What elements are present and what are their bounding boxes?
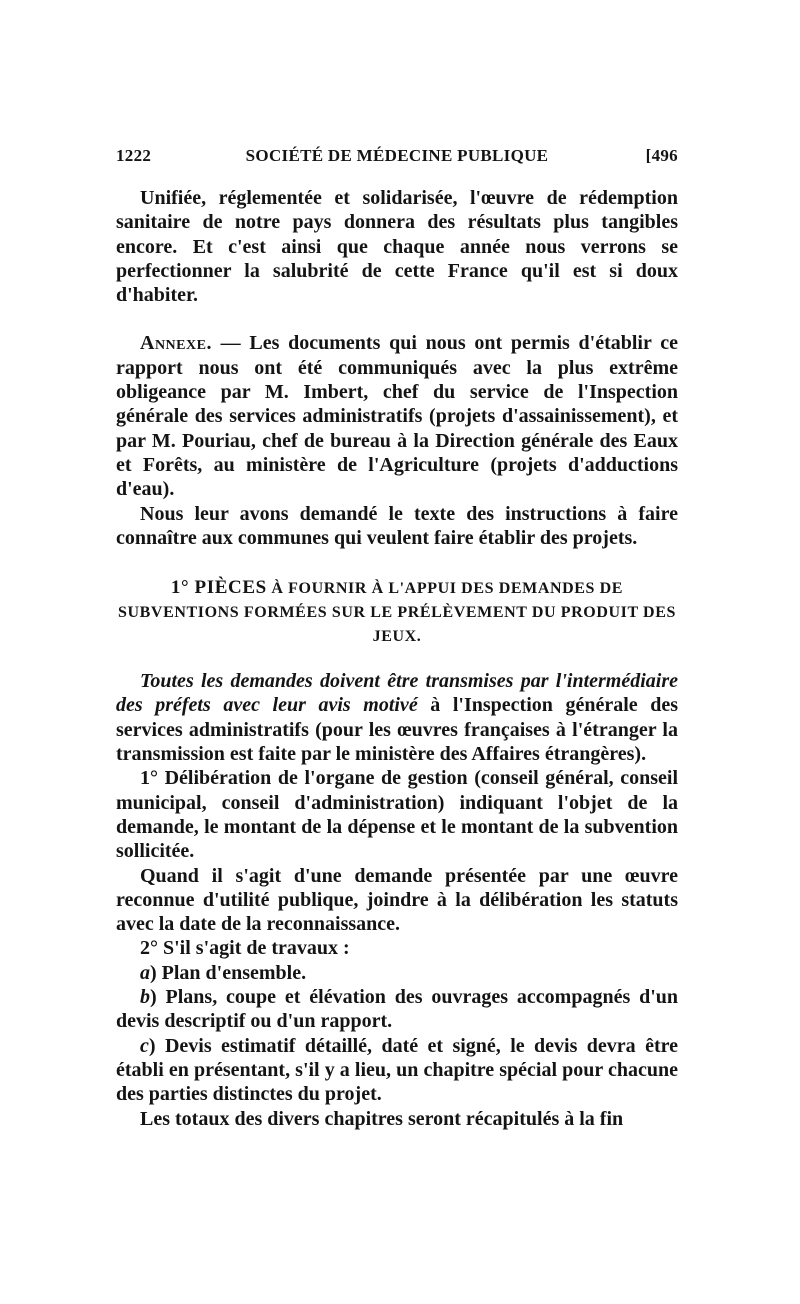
list-text-a: ) Plan d'ensemble. [150, 961, 307, 984]
section-heading-text: À FOURNIR À L'APPUI DES DEMANDES DE SUBVENTIONS FORMÉES SUR LE PRÉLÈVEMENT DU PRODUIT DES JEUX. [118, 580, 676, 646]
list-marker-b: b [140, 986, 150, 1009]
paragraph-instructions: Nous leur avons demandé le texte des instructions à faire connaître aux communes qui veulent faire établir des projets. [116, 502, 678, 549]
list-marker-a: a [140, 961, 150, 984]
page-body [116, 186, 678, 1131]
paragraph-travaux: 2° S'il s'agit de travaux : [140, 937, 350, 960]
list-item-b [116, 985, 678, 1034]
section-heading [116, 576, 678, 649]
running-header [116, 146, 678, 172]
paragraph-totaux: Les totaux des divers chapitres seront récapitulés à la fin [140, 1107, 624, 1130]
transmission-italic: Toutes les demandes doivent être transmises par l'intermédiaire des préfets avec leur avis motivé [116, 670, 678, 717]
annexe-text: — Les documents qui nous ont permis d'établir ce rapport nous ont été communiqués avec la plus extrême obligeance par M. Imbert, chef du service de l'Inspection générale des services administratifs (projets d'assainissement), et par M. Pouriau, chef de bureau à la Direction générale des Eaux et Forêts, au ministère de l'Agriculture (projets d'adductions d'eau). [116, 332, 678, 501]
list-marker-c: c [140, 1034, 149, 1057]
list-text-c: ) Devis estimatif détaillé, daté et signé, le devis devra être établi en présentant, s'il y a lieu, un chapitre spécial pour chacune des parties distinctes du projet. [116, 1034, 678, 1106]
list-item-c [116, 1034, 678, 1107]
paragraph-conclusion: Unifiée, réglementée et solidarisée, l'œuvre de rédemption sanitaire de notre pays donnera des résultats plus tangibles encore. Et c'est ainsi que chaque année nous verrons se perfectionner la salubrité de cette France qu'il est si doux d'habiter. [116, 187, 678, 307]
section-heading-lead: 1° PIÈCES [170, 577, 267, 599]
list-text-b: ) Plans, coupe et élévation des ouvrages accompagnés d'un devis descriptif ou d'un rapport. [116, 986, 678, 1033]
paragraph-transmission [116, 669, 678, 766]
annexe-label: Annexe. [140, 332, 212, 355]
list-item-a [116, 961, 678, 985]
page-number: 1222 [116, 146, 152, 165]
running-title: SOCIÉTÉ DE MÉDECINE PUBLIQUE [245, 146, 549, 165]
paragraph-utilite-publique: Quand il s'agit d'une demande présentée par une œuvre reconnue d'utilité publique, joindre à la délibération les statuts avec la date de la reconnaissance. [116, 864, 678, 936]
transmission-text: à l'Inspection générale des services administratifs (pour les œuvres françaises à l'étranger la transmission est faite par le ministère des Affaires étrangères). [116, 694, 678, 766]
page-reference: [496 [645, 146, 678, 165]
paragraph-annexe [116, 331, 678, 501]
paragraph-deliberation: 1° Délibération de l'organe de gestion (conseil général, conseil municipal, conseil d'administration) indiquant l'objet de la demande, le montant de la dépense et le montant de la subvention sollicitée. [116, 767, 678, 863]
